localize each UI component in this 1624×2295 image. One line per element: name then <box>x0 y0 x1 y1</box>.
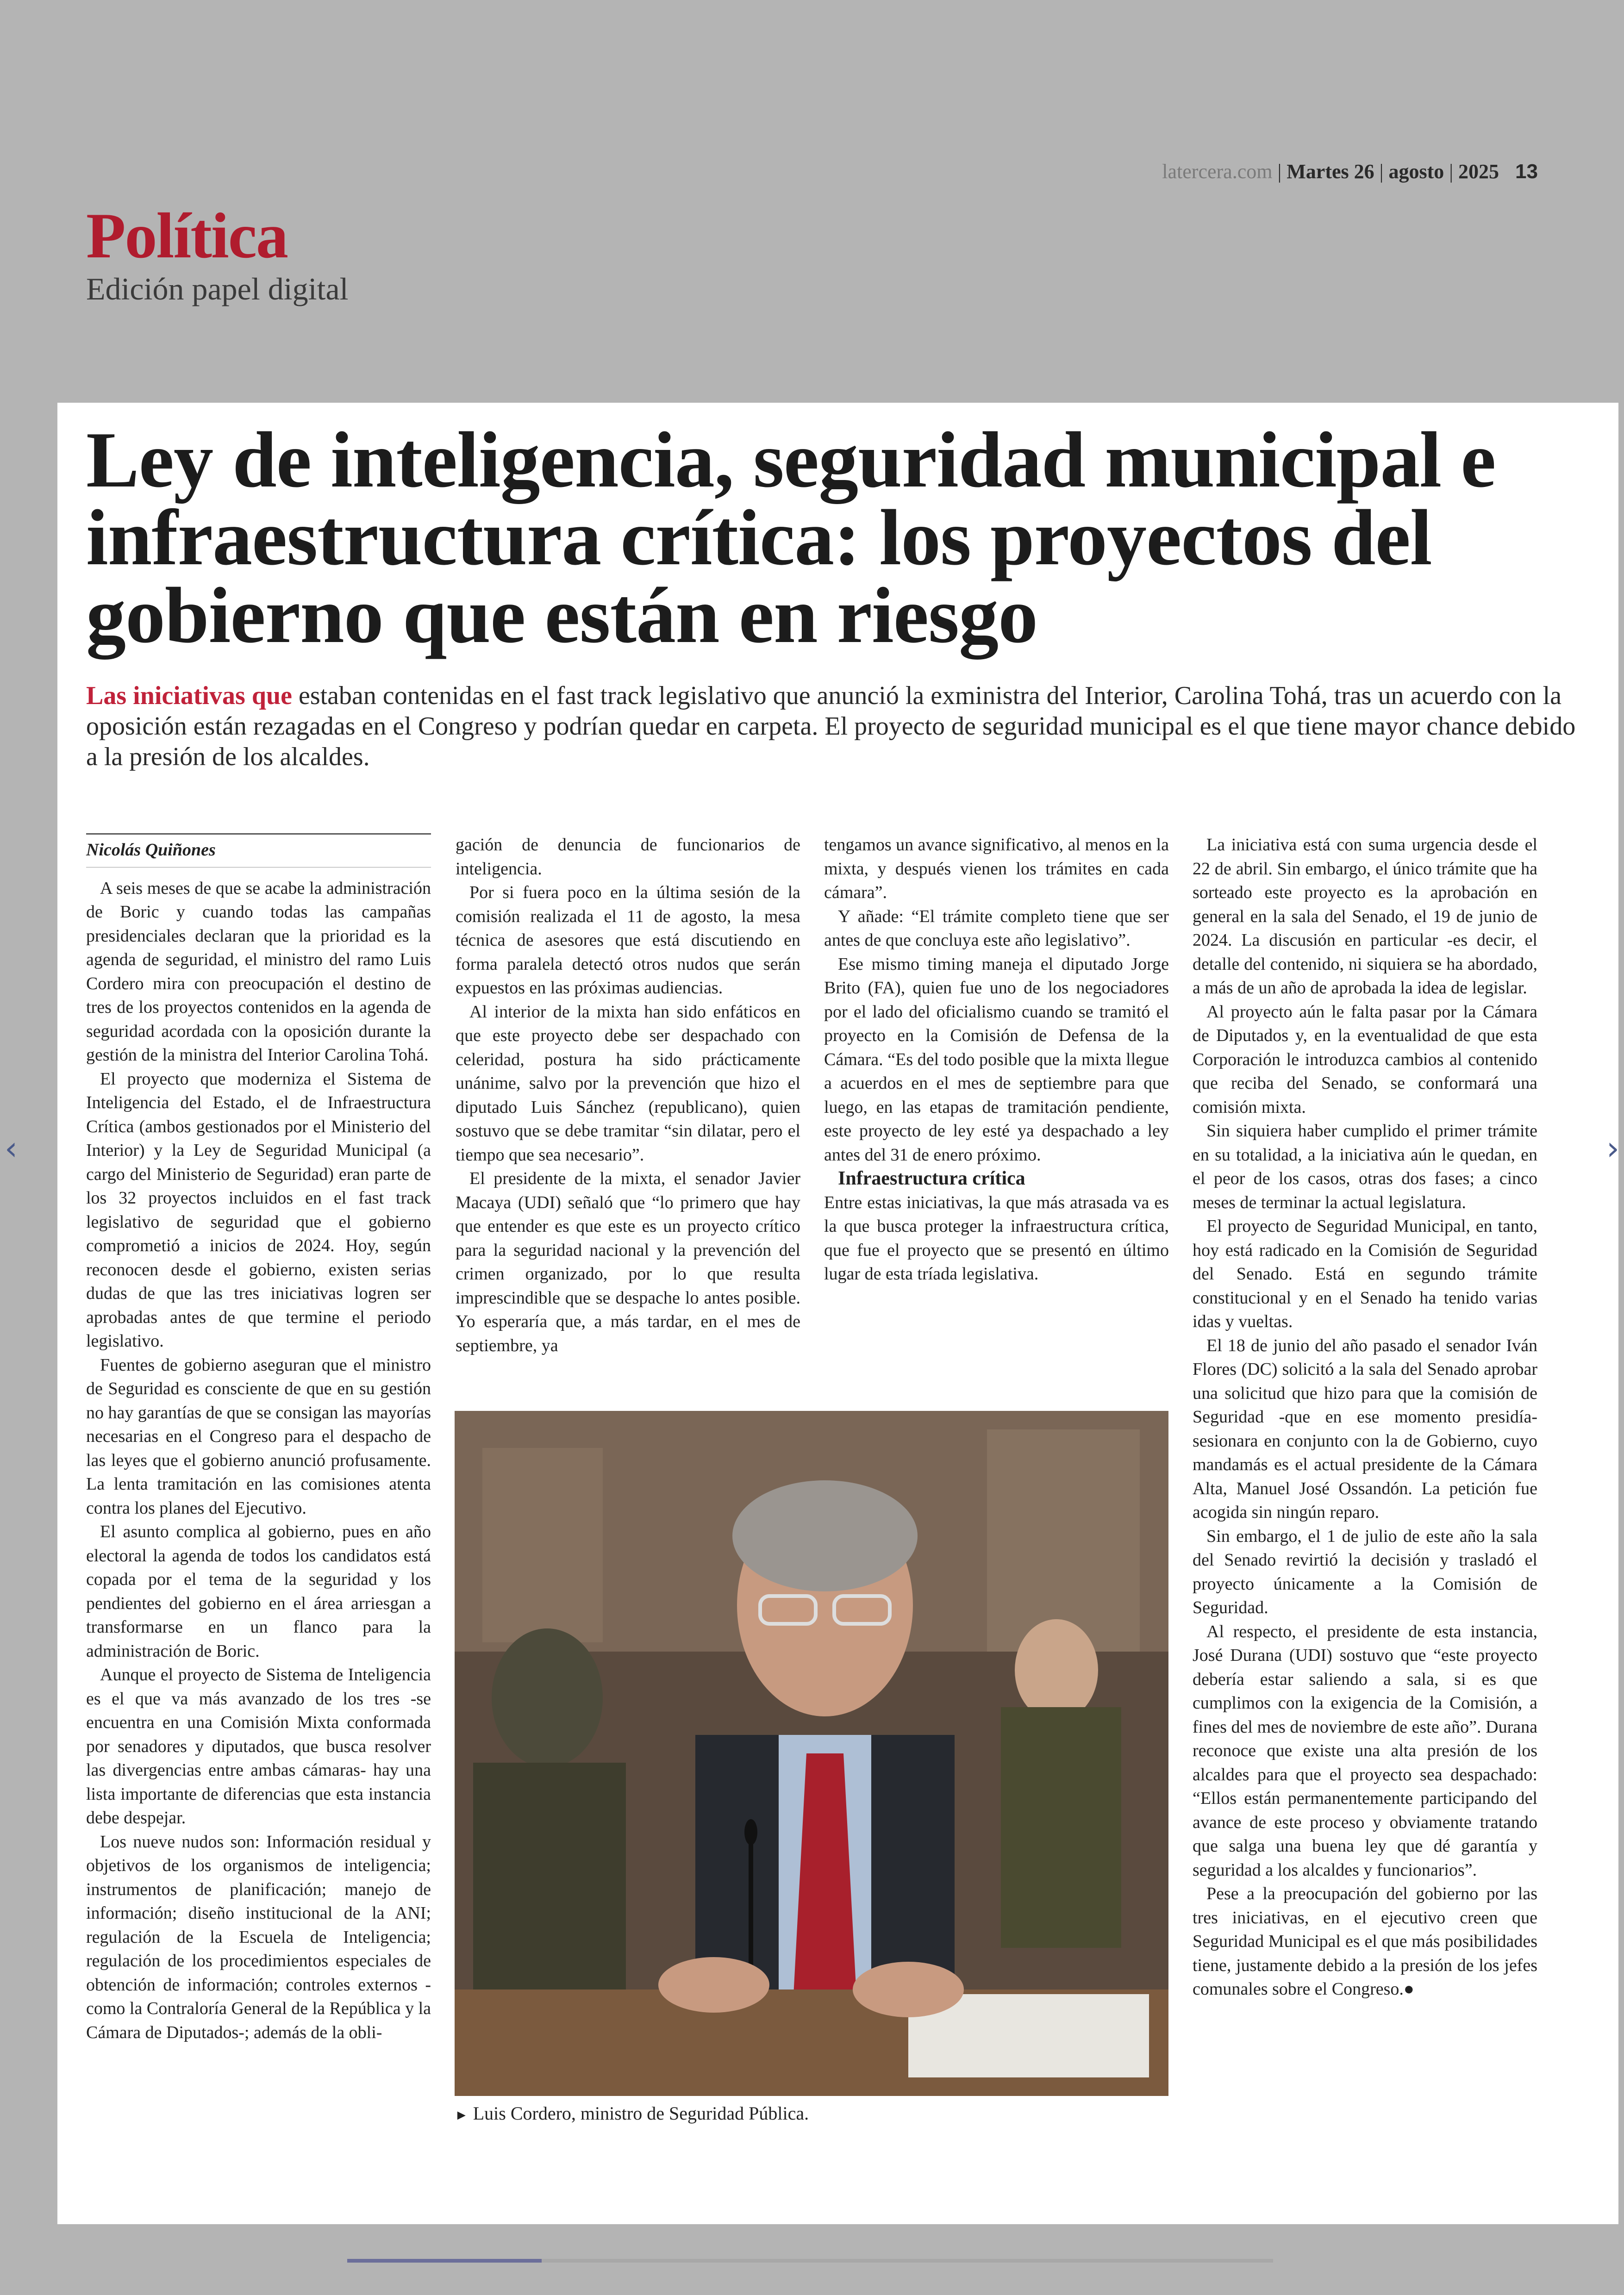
paragraph: Aunque el proyecto de Sistema de Inteligencia es el que va más avanzado de los tres -se encuentra en una Comisión Mixta conformada por senadores y diputados, que busca resolver las divergencias entre ambas cámaras- hay una lista importante de diferencias que esta instancia debe despejar. <box>86 1665 431 1827</box>
article-column-3 <box>824 833 1169 1286</box>
article-headline: Ley de inteligencia, seguridad municipal e infraestructura crítica: los proyectos del gobierno que están en riesgo <box>86 416 1496 660</box>
paragraph: El proyecto de Seguridad Municipal, en tanto, hoy está radicado en la Comisión de Seguridad del Senado. Está en segundo trámite constitucional y en el Senado ha tenido varias idas y vueltas. <box>1193 1216 1537 1331</box>
section-title: Política <box>86 200 287 272</box>
byline: Nicolás Quiñones <box>86 833 431 867</box>
paragraph: La iniciativa está con suma urgencia desde el 22 de abril. Sin embargo, el único trámite que ha sorteado este proyecto es la aprobación en general en la sala del Senado, el 19 de junio de 2024. La discusión en particular -es decir, el detalle del contenido, ni siquiera se ha abordado, a más de un año de aprobada la idea de legislar. <box>1193 835 1537 998</box>
page-date-line <box>1162 160 1538 183</box>
article-column-4 <box>1193 833 1537 2002</box>
paragraph: El presidente de la mixta, el senador Javier Macaya (UDI) señaló que “lo primero que hay que entender es que este es un proyecto crítico para la seguridad nacional y la prevención del crimen organizado, por lo que resulta imprescindible que se despache lo antes posible. Yo esperaría que, a más tardar, en el mes de septiembre, ya <box>456 1169 800 1355</box>
paragraph: El proyecto que moderniza el Sistema de Inteligencia del Estado, el de Infraestructura Crítica (ambos gestionados por el Ministerio del Interior) y la Ley de Seguridad Municipal (a cargo del Ministerio de Seguridad) eran parte de los 32 proyectos incluidos en el fast track legislativo de seguridad que el gobierno comprometió a inicios de 2024. Hoy, según reconocen desde el gobierno, existen serias dudas de que las tres iniciativas logren ser aprobadas antes de que termine el periodo legislativo. <box>86 1069 431 1351</box>
paragraph: Ese mismo timing maneja el diputado Jorge Brito (FA), quien fue uno de los negociadores por el lado del oficialismo cuando se tramitó el proyecto en la Comisión de Defensa de la Cámara. “Es del todo posible que la mixta llegue a acuerdos en el mes de septiembre para que luego, en las etapas de tramitación pendiente, este proyecto de ley esté ya despachado a ley antes del 31 de enero próximo. <box>824 954 1169 1165</box>
page-number: 13 <box>1515 160 1538 183</box>
article-column-2 <box>456 833 800 1358</box>
separator: | <box>1277 160 1282 183</box>
paragraph: Fuentes de gobierno aseguran que el ministro de Seguridad es consciente de que en su gestión no hay garantías de que se consigan las mayorías necesarias en el Congreso para el despacho de las leyes que el gobierno anunció profusamente. La lenta tramitación en las comisiones atenta contra los planes del Ejecutivo. <box>86 1355 431 1518</box>
caption-marker-icon: ► <box>455 2108 468 2123</box>
paragraph: Entre estas iniciativas, la que más atrasada va es la que busca proteger la infraestructura crítica, que fue el proyecto que se presentó en último lugar de esta tríada legislativa. <box>824 1192 1169 1284</box>
paragraph: tengamos un avance significativo, al menos en la mixta, y después vienen los trámites en cada cámara”. <box>824 835 1169 902</box>
paragraph: Los nueve nudos son: Información residual y objetivos de los organismos de inteligencia; instrumentos de planificación; manejo de información; diseño institucional de la ANI; regulación de la Escuela de Inteligencia; regulación de los procedimientos especiales de obtención de información; controles externos -como la Contraloría General de la República y la Cámara de Diputados-; además de la obli- <box>86 1832 431 2042</box>
paragraph: El asunto complica al gobierno, pues en año electoral la agenda de todos los candidatos está copada por el tema de la seguridad y los pendientes del gobierno en el área arriesgan a transformarse en un flanco para la administración de Boric. <box>86 1522 431 1661</box>
paragraph: Sin siquiera haber cumplido el primer trámite en su totalidad, a la iniciativa aún le quedan, en el peor de los casos, otras dos fases; a cinco meses de terminar la actual legislatura. <box>1193 1121 1537 1212</box>
paragraph: Al respecto, el presidente de esta instancia, José Durana (UDI) sostuvo que “este proyecto debería estar saliendo a sala, si es que cumplimos con la exigencia de la Comisión, a fines del mes de noviembre de este año”. Durana reconoce que existe una alta presión de los alcaldes para que el proyecto sea despachado: “Ellos están permanentemente participando del avance de este proceso y obviamente tratando que salga una buena ley que dé garantía y seguridad a los alcaldes y funcionarios”. <box>1193 1621 1537 1880</box>
paragraph <box>1193 1882 1537 2002</box>
reading-progress-bar[interactable] <box>347 2259 1273 2263</box>
end-mark-icon: ● <box>1403 1979 1414 1999</box>
separator: | <box>1449 160 1454 183</box>
deck-text: estaban contenidas en el fast track legislativo que anunció la exministra del Interior, Carolina Tohá, tras un acuerdo con la oposición están rezagadas en el Congreso y podrían quedar en carpeta. El proyecto de seguridad municipal es el que tiene mayor chance debido a la presión de los alcaldes. <box>86 681 1576 771</box>
next-page-chevron-icon[interactable]: › <box>1606 1129 1619 1167</box>
paragraph: gación de denuncia de funcionarios de inteligencia. <box>456 835 800 879</box>
weekday-day: Martes 26 <box>1287 160 1374 183</box>
last-paragraph-text: Pese a la preocupación del gobierno por las tres iniciativas, en el ejecutivo creen que Seguridad Municipal es el que más posibilidades tiene, justamente debido a la presión de los jefes comunales sobre el Congreso. <box>1193 1884 1537 1999</box>
reading-progress-fill <box>347 2259 542 2263</box>
separator: | <box>1379 160 1384 183</box>
newspaper-page <box>57 403 1618 2224</box>
section-subheading: Infraestructura crítica <box>838 1168 1025 1189</box>
paragraph: Al interior de la mixta han sido enfáticos en que este proyecto debe ser despachado con celeridad, postura ha sido prácticamente unánime, salvo por la prevención que hizo el diputado Luis Sánchez (republicano), quien sostuvo que se debe tramitar “sin dilatar, pero el tiempo que sea necesario”. <box>456 1002 800 1165</box>
section-subtitle: Edición papel digital <box>86 271 349 306</box>
caption-text: Luis Cordero, ministro de Seguridad Pública. <box>473 2103 809 2124</box>
paragraph: Por si fuera poco en la última sesión de la comisión realizada el 11 de agosto, la mesa técnica de asesores que está discutiendo en forma paralela detectó otros nudos que serán expuestos en las próximas audiencias. <box>456 883 800 998</box>
article-photo <box>455 1411 1168 2096</box>
paragraph: A seis meses de que se acabe la administración de Boric y cuando todas las campañas presidenciales declaran que la prioridad es la agenda de seguridad, el ministro del ramo Luis Cordero mira con preocupación el destino de tres de los proyectos contenidos en la agenda de seguridad acordada con la oposición durante la gestión de la ministra del Interior Carolina Tohá. <box>86 878 431 1065</box>
photo-illustration <box>455 1411 1168 2096</box>
photo-caption <box>455 2102 809 2124</box>
year: 2025 <box>1458 160 1499 183</box>
previous-page-chevron-icon[interactable]: ‹ <box>5 1129 18 1167</box>
paragraph: Y añade: “El trámite completo tiene que ser antes de que concluya este año legislativo”. <box>824 906 1169 950</box>
paragraph: Al proyecto aún le falta pasar por la Cámara de Diputados y, en la eventualidad de que esta Corporación le introduzca cambios al contenido que reciba del Senado, se conformará una comisión mixta. <box>1193 1002 1537 1117</box>
month: agosto <box>1388 160 1444 183</box>
paragraph: Sin embargo, el 1 de julio de este año la sala del Senado revirtió la decisión y trasladó el proyecto únicamente a la Comisión de Seguridad. <box>1193 1526 1537 1617</box>
deck-lead: Las iniciativas que <box>86 681 292 710</box>
article-deck <box>86 680 1581 772</box>
site-name: latercera.com <box>1162 160 1273 183</box>
article-column-1 <box>86 833 431 2045</box>
paragraph: El 18 de junio del año pasado el senador Iván Flores (DC) solicitó a la sala del Senado aprobar una solicitud que hizo para que la comisión de Seguridad -que en ese momento presidía- sesionara en conjunto con la de Gobierno, cuyo mandamás es el actual presidente de la Cámara Alta, Manuel José Ossandón. La petición fue acogida sin ningún reparo. <box>1193 1335 1537 1522</box>
